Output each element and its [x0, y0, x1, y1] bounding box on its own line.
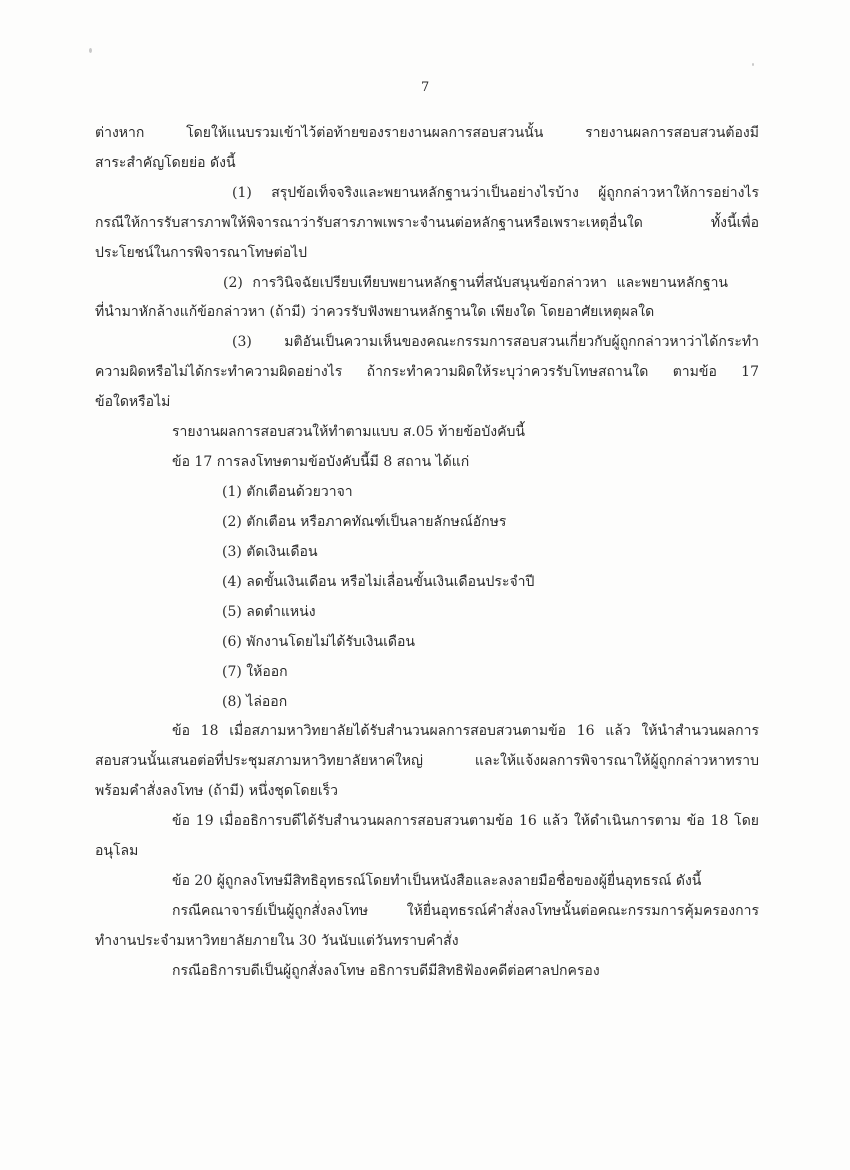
paragraph-line: ที่นำมาหักล้างแก้ข้อกล่าวหา (ถ้ามี) ว่าควรรับฟังพยานหลักฐานใด เพียงใด โดยอาศัยเหตุผลใด: [95, 304, 655, 320]
paragraph-line: ประโยชน์ในการพิจารณาโทษต่อไป: [95, 245, 308, 261]
paragraph-line: รายงานผลการสอบสวนให้ทำตามแบบ ส.05 ท้ายข้อบังคับนี้: [172, 424, 525, 440]
paragraph-line: ความผิดหรือไม่ได้กระทำความผิดอย่างไร ถ้ากระทำความผิดให้ระบุว่าควรรับโทษสถานใด ตามข้อ 17: [95, 364, 759, 380]
scan-speck: [89, 48, 92, 53]
paragraph-line: สาระสำคัญโดยย่อ ดังนี้: [95, 155, 236, 171]
clause-heading: ข้อ 18 เมื่อสภามหาวิทยาลัยได้รับสำนวนผลการสอบสวนตามข้อ 16 แล้ว ให้นำสำนวนผลการ: [172, 723, 759, 739]
paragraph-line: (1) สรุปข้อเท็จจริงและพยานหลักฐานว่าเป็นอย่างไรบ้าง ผู้ถูกกล่าวหาให้การอย่างไร: [232, 185, 759, 201]
list-item: (8) ไล่ออก: [222, 694, 288, 710]
list-item: (2) ตักเตือน หรือภาคทัณฑ์เป็นลายลักษณ์อักษร: [222, 514, 507, 530]
paragraph-line: ทำงานประจำมหาวิทยาลัยภายใน 30 วันนับแต่วันทราบคำสั่ง: [95, 933, 459, 949]
list-item: (7) ให้ออก: [222, 664, 288, 680]
scan-speck: [752, 63, 754, 66]
paragraph-line: ข้อใดหรือไม่: [95, 394, 171, 410]
paragraph-line: (2) การวินิจฉัยเปรียบเทียบพยานหลักฐานที่สนับสนุนข้อกล่าวหา และพยานหลักฐาน: [223, 275, 728, 291]
paragraph-line: ต่างหาก โดยให้แนบรวมเข้าไว้ต่อท้ายของรายงานผลการสอบสวนนั้น รายงานผลการสอบสวนต้องมี: [95, 125, 759, 141]
clause-heading: ข้อ 19 เมื่ออธิการบดีได้รับสำนวนผลการสอบสวนตามข้อ 16 แล้ว ให้ดำเนินการตาม ข้อ 18 โดย: [172, 813, 759, 829]
page-number: 7: [421, 80, 430, 95]
paragraph-line: กรณีอธิการบดีเป็นผู้ถูกสั่งลงโทษ อธิการบดีมีสิทธิฟ้องคดีต่อศาลปกครอง: [172, 963, 600, 979]
paragraph-line: สอบสวนนั้นเสนอต่อที่ประชุมสภามหาวิทยาลัยหาค่ใหญ่ และให้แจ้งผลการพิจารณาให้ผู้ถูกกล่าวหาทราบ: [95, 753, 759, 769]
paragraph-line: พร้อมคำสั่งลงโทษ (ถ้ามี) หนึ่งชุดโดยเร็ว: [95, 783, 338, 799]
list-item: (3) ตัดเงินเดือน: [222, 544, 318, 560]
paragraph-line: (3) มติอันเป็นความเห็นของคณะกรรมการสอบสวนเกี่ยวกับผู้ถูกกล่าวหาว่าได้กระทำ: [232, 334, 759, 350]
clause-heading: ข้อ 17 การลงโทษตามข้อบังคับนี้มี 8 สถาน ได้แก่: [172, 454, 470, 470]
clause-heading: ข้อ 20 ผู้ถูกลงโทษมีสิทธิอุทธรณ์โดยทำเป็นหนังสือและลงลายมือชื่อของผู้ยื่นอุทธรณ์ ดังนี้: [172, 873, 702, 889]
list-item: (4) ลดขั้นเงินเดือน หรือไม่เลื่อนขั้นเงินเดือนประจำปี: [222, 574, 535, 590]
list-item: (5) ลดตำแหน่ง: [222, 604, 316, 620]
list-item: (6) พักงานโดยไม่ได้รับเงินเดือน: [222, 634, 415, 650]
paragraph-line: กรณีคณาจารย์เป็นผู้ถูกสั่งลงโทษ ให้ยื่นอุทธรณ์คำสั่งลงโทษนั้นต่อคณะกรรมการคุ้มครองการ: [172, 903, 759, 919]
paragraph-line: อนุโลม: [95, 843, 139, 859]
list-item: (1) ตักเตือนด้วยวาจา: [222, 484, 353, 500]
paragraph-line: กรณีให้การรับสารภาพให้พิจารณาว่ารับสารภาพเพราะจำนนต่อหลักฐานหรือเพราะเหตุอื่นใด ทั้งนี้เพื่อ: [95, 215, 759, 231]
